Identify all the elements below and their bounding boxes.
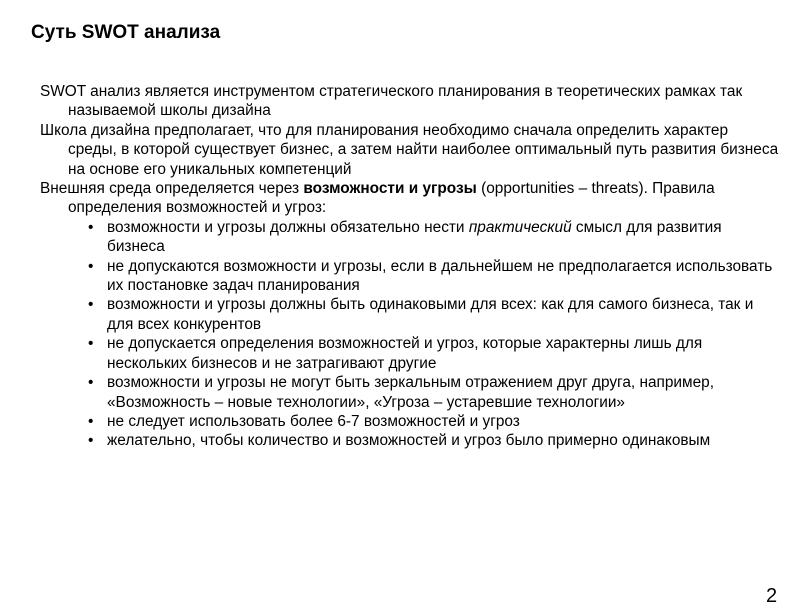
bullet-italic-text: практический: [468, 218, 572, 236]
bullet-text: возможности и угрозы не могут быть зеркальным отражением друг друга, например, «Возможность – новые технологии», «Угроза – устаревшие технологии»: [107, 374, 714, 411]
list-item: [40, 373, 780, 412]
external-text-after: (opportunities – threats). Правила определения возможностей и угроз:: [68, 180, 715, 217]
list-item: [40, 218, 780, 257]
bullet-text: не допускается определения возможностей и угроз, которые характерны лишь для нескольких бизнесов и не затрагивают другие: [107, 335, 703, 372]
list-item: [40, 412, 780, 431]
bullet-icon: •: [88, 374, 94, 392]
list-item: [40, 334, 780, 373]
bullet-icon: •: [88, 335, 94, 353]
list-item: [40, 295, 780, 334]
paragraph-external-environment: [40, 179, 780, 218]
bullet-text-after: смысл для развития бизнеса: [107, 218, 722, 256]
bullet-text: возможности и угрозы должны быть одинаковыми для всех: как для самого бизнеса, так и для всех конкурентов: [107, 296, 754, 333]
bullet-icon: •: [88, 432, 94, 450]
list-item: [40, 431, 780, 450]
slide-title: Суть SWOT анализа: [31, 22, 221, 43]
rules-list: [40, 218, 780, 451]
bullet-icon: •: [88, 412, 94, 430]
external-text-before: Внешняя среда определяется через: [40, 180, 304, 198]
page-number: 2: [766, 585, 778, 607]
bullet-text: не следует использовать более 6-7 возможностей и угроз: [107, 412, 520, 430]
bullet-text: желательно, чтобы количество и возможностей и угроз было примерно одинаковым: [107, 432, 711, 450]
bullet-icon: •: [88, 218, 94, 236]
bullet-text: не допускаются возможности и угрозы, если в дальнейшем не предполагается использовать их постановке задач планирования: [107, 257, 773, 295]
bullet-icon: •: [88, 296, 94, 314]
paragraph-swot-definition: SWOT анализ является инструментом стратегического планирования в теоретических рамках так называемой школы дизайна: [40, 83, 743, 120]
slide-content: [40, 82, 780, 451]
bullet-icon: •: [88, 257, 94, 275]
paragraph-design-school: Школа дизайна предполагает, что для планирования необходимо сначала определить характер среды, в которой существует бизнес, а затем найти наиболее оптимальный путь развития бизнеса на основе его уникальных компетенций: [40, 121, 779, 178]
list-item: [40, 257, 780, 296]
bullet-text-before: возможности и угрозы должны обязательно нести: [107, 218, 469, 236]
external-bold-text: возможности и угрозы: [303, 180, 477, 198]
